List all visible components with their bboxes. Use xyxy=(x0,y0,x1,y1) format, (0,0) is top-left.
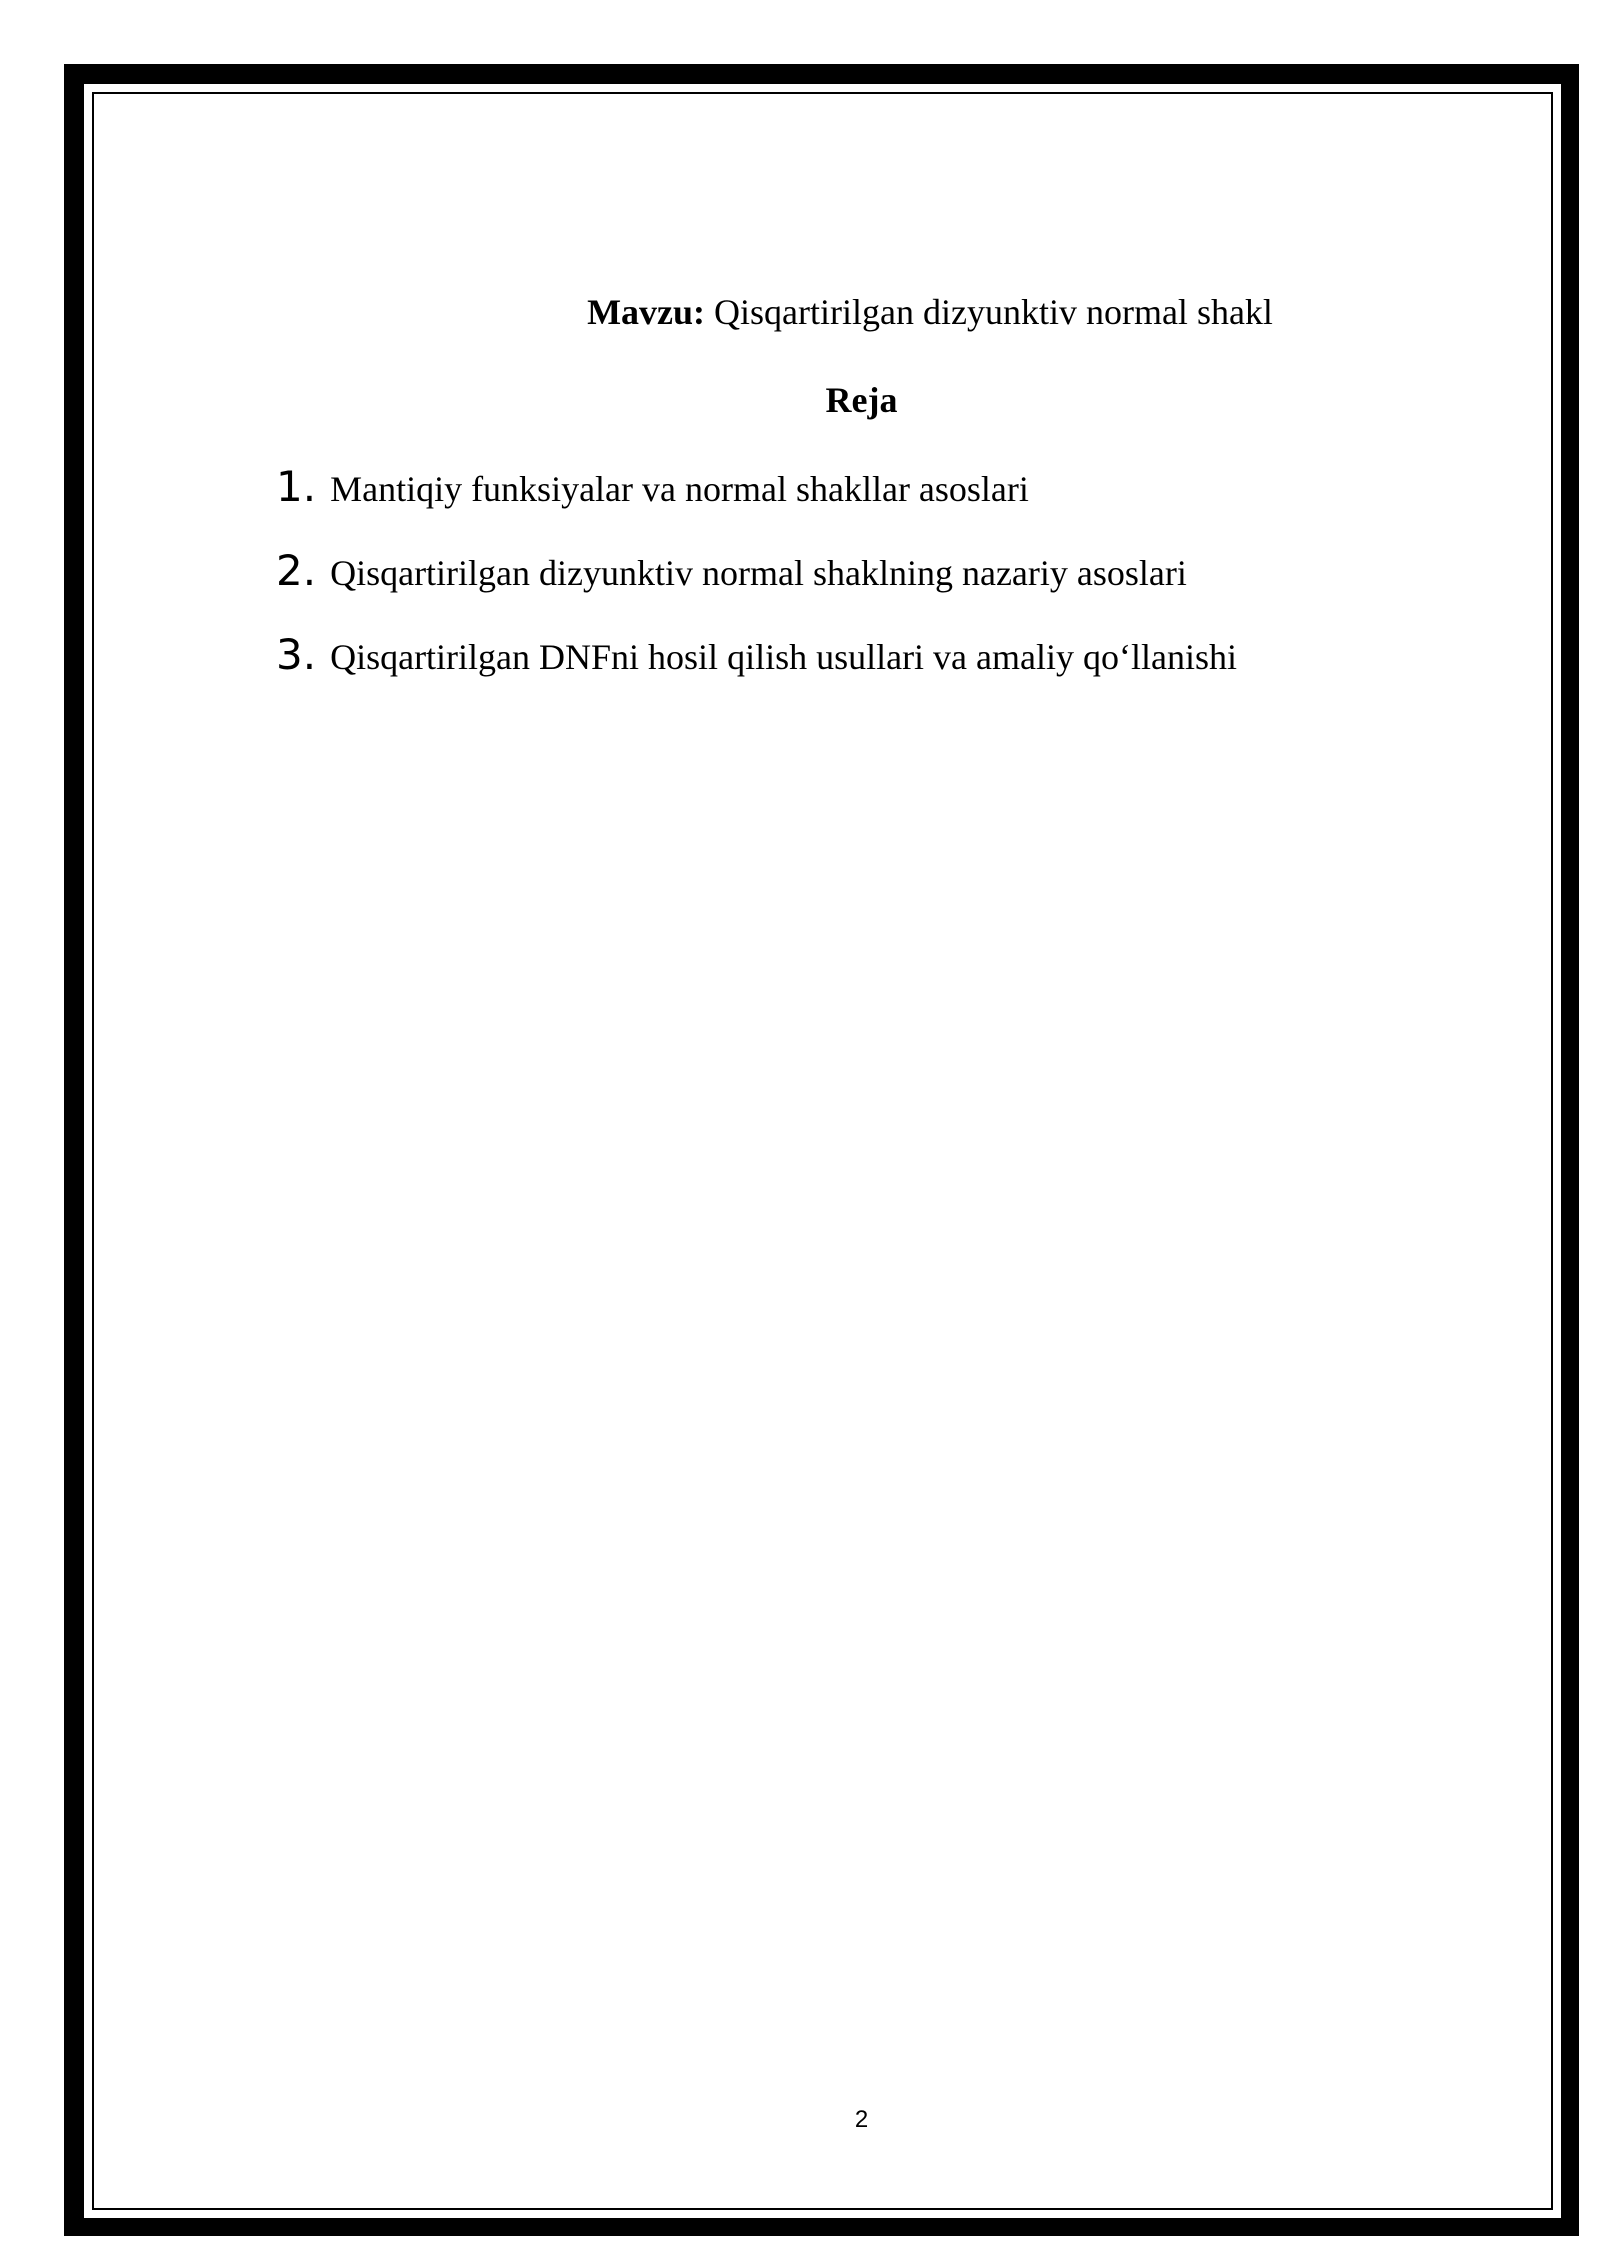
plan-list xyxy=(276,462,1237,714)
plan-item xyxy=(276,546,1237,630)
plan-item xyxy=(276,630,1237,714)
topic-text: Qisqartirilgan dizyunktiv normal shakl xyxy=(714,292,1273,332)
plan-item-text: Mantiqiy funksiyalar va normal shakllar asoslari xyxy=(330,469,1029,509)
plan-item xyxy=(276,462,1237,546)
page-number: 2 xyxy=(854,2106,869,2133)
plan-item-number: 2. xyxy=(276,546,317,595)
topic-label: Mavzu: xyxy=(587,292,706,332)
plan-item-text: Qisqartirilgan dizyunktiv normal shaklning nazariy asoslari xyxy=(330,553,1187,593)
plan-item-number: 1. xyxy=(276,462,317,511)
topic-title xyxy=(0,286,1600,338)
plan-heading: Reja xyxy=(825,380,898,420)
plan-item-text: Qisqartirilgan DNFni hosil qilish usullari va amaliy qo‘llanishi xyxy=(330,637,1237,677)
plan-item-number: 3. xyxy=(276,630,317,679)
